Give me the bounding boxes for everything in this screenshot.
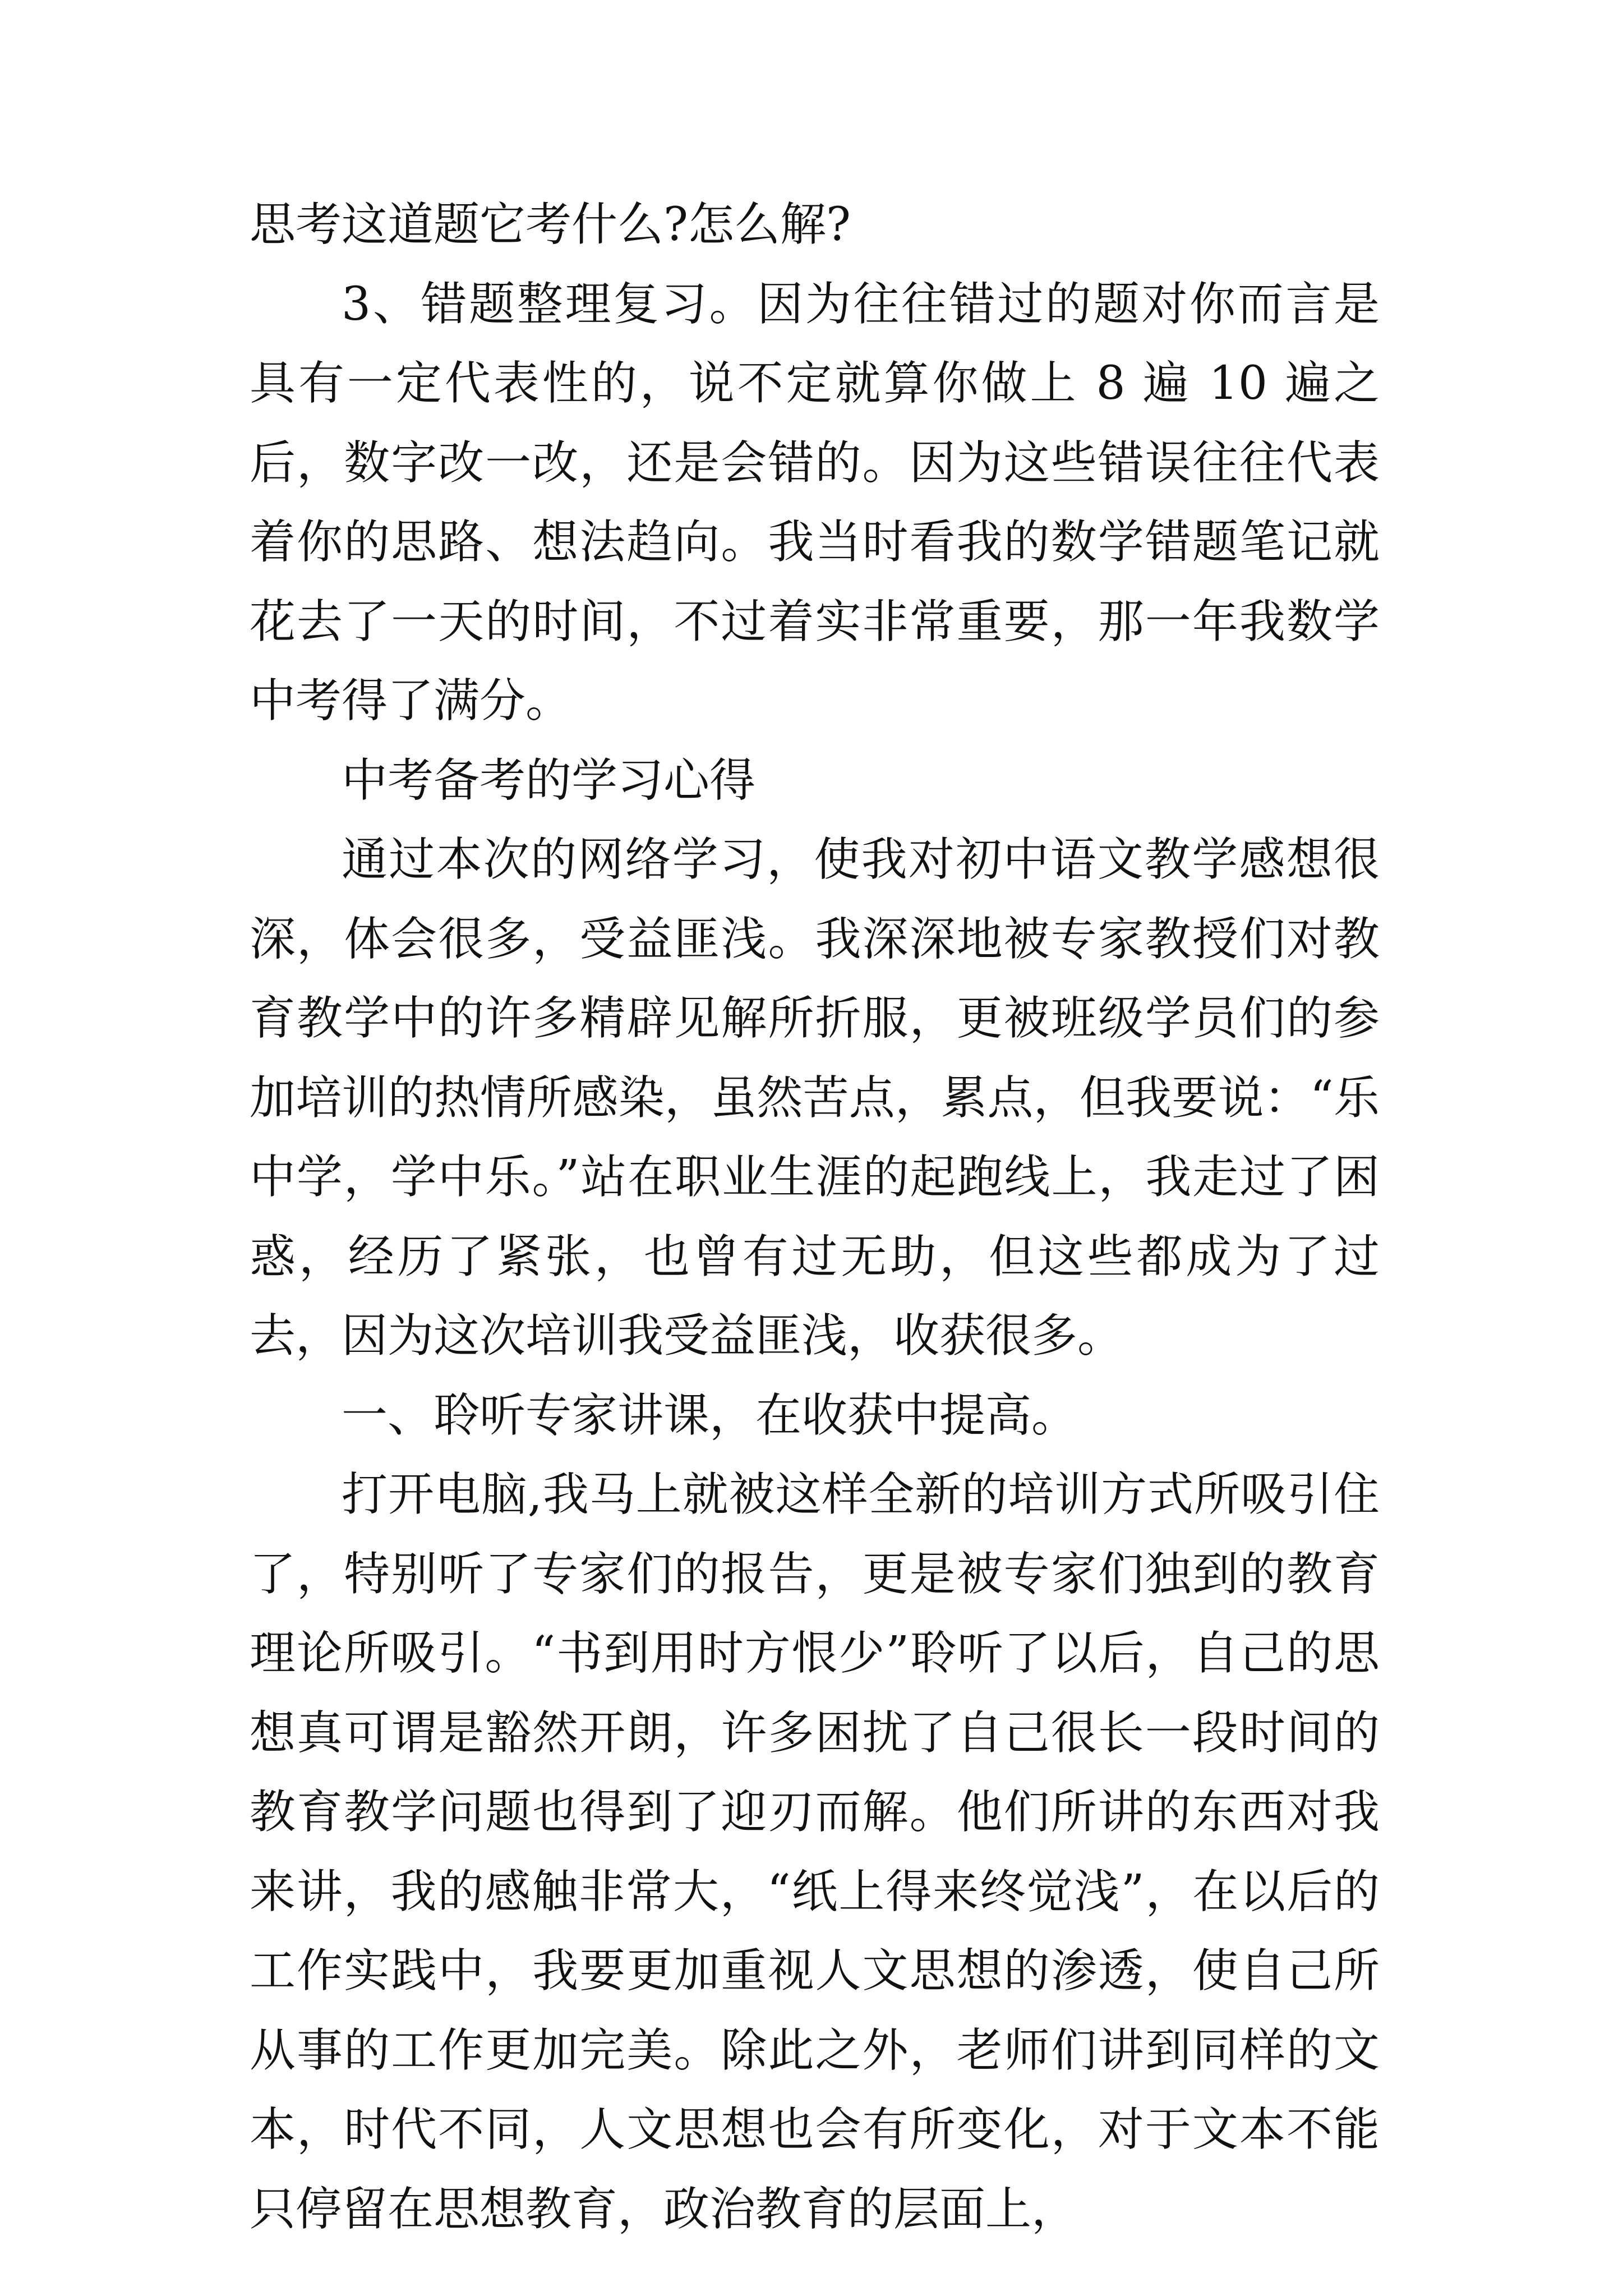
paragraph-continuation: 思考这道题它考什么?怎么解? xyxy=(250,198,851,251)
paragraph-error-review: 3、错题整理复习。因为往往错过的题对你而言是具有一定代表性的，说不定就算你做上 8 遍 10 遍之后，数字改一改，还是会错的。因为这些错误往往代表着你的思路、想法趋向。我当时看我的数学错题笔记就花去了一天的时间，不过着实非常重要，那一年我数学中考得了满分。 xyxy=(250,277,1380,728)
paragraph-learning-reflection: 通过本次的网络学习，使我对初中语文教学感想很深，体会很多，受益匪浅。我深深地被专家教授们对教育教学中的许多精辟见解所折服，更被班级学员们的参加培训的热情所感染，虽然苦点，累点，但我要说：“乐中学，学中乐。”站在职业生涯的起跑线上，我走过了困惑，经历了紧张，也曾有过无助，但这些都成为了过去，因为这次培训我受益匪浅，收获很多。 xyxy=(250,833,1380,1363)
paragraph-expert-lectures: 打开电脑,我马上就被这样全新的培训方式所吸引住了，特别听了专家们的报告，更是被专家们独到的教育理论所吸引。“书到用时方恨少”聆听了以后，自己的思想真可谓是豁然开朗，许多困扰了自己很长一段时间的教育教学问题也得到了迎刃而解。他们所讲的东西对我来讲，我的感触非常大，“纸上得来终觉浅”，在以后的工作实践中，我要更加重视人文思想的渗透，使自己所从事的工作更加完美。除此之外，老师们讲到同样的文本，时代不同，人文思想也会有所变化，对于文本不能只停留在思想教育，政治教育的层面上， xyxy=(250,1468,1380,2236)
section-title: 中考备考的学习心得 xyxy=(342,753,756,807)
document-body xyxy=(250,185,1380,2249)
subheading-expert-lectures: 一、聆听专家讲课，在收获中提高。 xyxy=(342,1388,1078,1442)
